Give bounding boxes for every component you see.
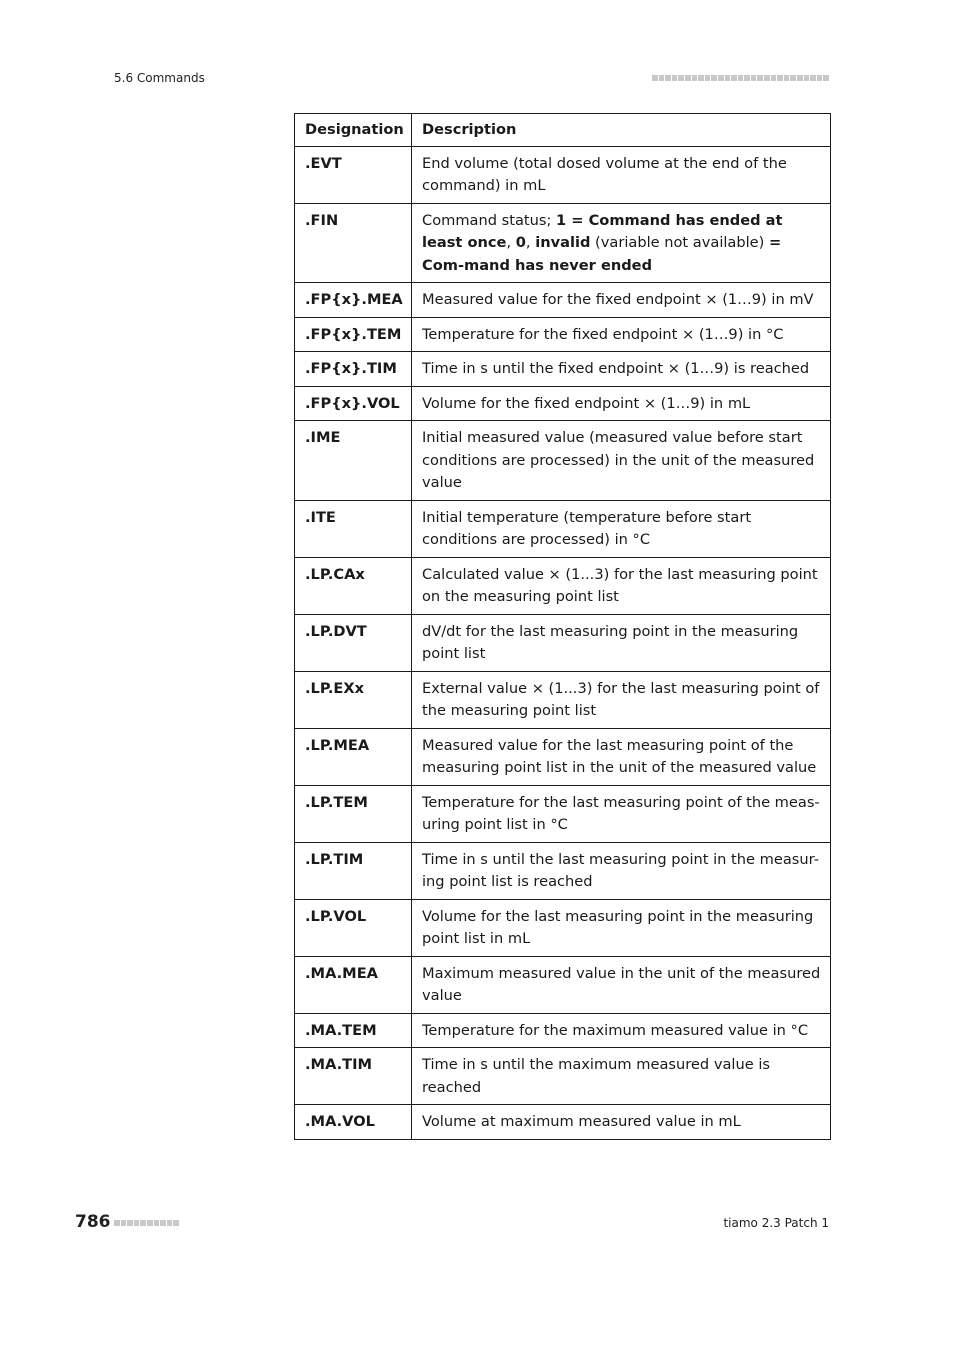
table-row: [295, 1048, 831, 1105]
decoration-square: [672, 75, 678, 81]
description-cell: Volume for the last measuring point in the measuring point list in mL: [412, 899, 831, 956]
description-cell: External value × (1...3) for the last measuring point of the measuring point list: [412, 671, 831, 728]
description-cell: Temperature for the fixed endpoint × (1…9) in °C: [412, 317, 831, 352]
description-cell: Time in s until the fixed endpoint × (1…9) is reached: [412, 352, 831, 387]
page-number: 786: [75, 1212, 111, 1232]
table-row: [295, 283, 831, 318]
table-row: [295, 317, 831, 352]
designation-cell: .LP.TEM: [295, 785, 412, 842]
designation-cell: .LP.CAx: [295, 557, 412, 614]
decoration-square: [127, 1220, 133, 1226]
designation-table: [294, 113, 831, 1140]
designation-cell: .FP{x}.MEA: [295, 283, 412, 318]
decoration-square: [134, 1220, 140, 1226]
table-header-row: [295, 114, 831, 147]
decoration-square: [114, 1220, 120, 1226]
table-row: [295, 352, 831, 387]
table-row: [295, 728, 831, 785]
decoration-square: [764, 75, 770, 81]
decoration-square: [121, 1220, 127, 1226]
decoration-square: [652, 75, 658, 81]
designation-cell: .LP.TIM: [295, 842, 412, 899]
description-part-bold: = Com-mand has never ended: [422, 234, 782, 274]
description-part: Command status;: [422, 211, 557, 229]
decoration-square: [173, 1220, 179, 1226]
decoration-square: [810, 75, 816, 81]
decoration-square: [140, 1220, 146, 1226]
designation-cell: .FP{x}.VOL: [295, 386, 412, 421]
description-cell: Initial measured value (measured value before start conditions are processed) in the unit of the measured value: [412, 421, 831, 501]
decoration-square: [790, 75, 796, 81]
designation-cell: .IME: [295, 421, 412, 501]
decoration-square: [757, 75, 763, 81]
description-cell: Measured value for the fixed endpoint × (1…9) in mV: [412, 283, 831, 318]
decoration-square: [167, 1220, 173, 1226]
description-cell: Temperature for the last measuring point of the meas-uring point list in °C: [412, 785, 831, 842]
decoration-square: [154, 1220, 160, 1226]
table-row: [295, 614, 831, 671]
decoration-square: [665, 75, 671, 81]
decoration-square: [698, 75, 704, 81]
description-part-bold: 0: [515, 234, 526, 251]
column-header-designation: Designation: [295, 114, 412, 147]
description-cell: Calculated value × (1...3) for the last measuring point on the measuring point list: [412, 557, 831, 614]
decoration-square: [692, 75, 698, 81]
decoration-square: [784, 75, 790, 81]
table-body: [295, 146, 831, 1139]
decoration-square: [160, 1220, 166, 1226]
table-row: [295, 146, 831, 203]
table-row: [295, 557, 831, 614]
column-header-description: Description: [412, 114, 831, 147]
decoration-square: [738, 75, 744, 81]
description-cell: [412, 203, 831, 283]
decoration-square: [678, 75, 684, 81]
designation-cell: .FP{x}.TIM: [295, 352, 412, 387]
decoration-square: [659, 75, 665, 81]
table-row: [295, 1105, 831, 1140]
description-part: ,: [506, 234, 516, 251]
description-cell: Time in s until the last measuring point in the measur-ing point list is reached: [412, 842, 831, 899]
decoration-square: [777, 75, 783, 81]
decoration-square: [817, 75, 823, 81]
designation-cell: .LP.VOL: [295, 899, 412, 956]
decoration-square: [705, 75, 711, 81]
description-cell: Maximum measured value in the unit of the measured value: [412, 956, 831, 1013]
description-cell: Volume at maximum measured value in mL: [412, 1105, 831, 1140]
description-cell: Initial temperature (temperature before start conditions are processed) in °C: [412, 500, 831, 557]
designation-cell: .FP{x}.TEM: [295, 317, 412, 352]
decoration-square: [725, 75, 731, 81]
running-header-section: 5.6 Commands: [114, 71, 205, 85]
decoration-square: [685, 75, 691, 81]
designation-cell: .EVT: [295, 146, 412, 203]
table-row: [295, 1013, 831, 1048]
decoration-square: [718, 75, 724, 81]
designation-cell: .FIN: [295, 203, 412, 283]
product-name: tiamo 2.3 Patch 1: [723, 1216, 829, 1230]
table-row: [295, 671, 831, 728]
decoration-square: [823, 75, 829, 81]
description-cell: dV/dt for the last measuring point in the measuring point list: [412, 614, 831, 671]
decoration-square: [751, 75, 757, 81]
header-decoration-squares: [652, 75, 829, 81]
description-cell: Temperature for the maximum measured value in °C: [412, 1013, 831, 1048]
designation-cell: .LP.DVT: [295, 614, 412, 671]
decoration-square: [744, 75, 750, 81]
description-cell: Time in s until the maximum measured value is reached: [412, 1048, 831, 1105]
designation-cell: .LP.MEA: [295, 728, 412, 785]
table-row: [295, 421, 831, 501]
table-row: [295, 956, 831, 1013]
table-row: [295, 203, 831, 283]
description-part: (variable not available): [590, 234, 769, 251]
decoration-square: [804, 75, 810, 81]
table-row: [295, 785, 831, 842]
decoration-square: [771, 75, 777, 81]
designation-cell: .LP.EXx: [295, 671, 412, 728]
designation-cell: .MA.MEA: [295, 956, 412, 1013]
description-cell: Volume for the fixed endpoint × (1…9) in mL: [412, 386, 831, 421]
table-row: [295, 386, 831, 421]
description-cell: End volume (total dosed volume at the end of the command) in mL: [412, 146, 831, 203]
description-part: ,: [525, 234, 536, 251]
footer-decoration-squares: [114, 1220, 179, 1226]
decoration-square: [147, 1220, 153, 1226]
table-row: [295, 500, 831, 557]
designation-cell: .MA.VOL: [295, 1105, 412, 1140]
designation-cell: .MA.TIM: [295, 1048, 412, 1105]
decoration-square: [797, 75, 803, 81]
description-part-bold: 1 = Command has ended at least once: [422, 211, 783, 251]
decoration-square: [711, 75, 717, 81]
designation-cell: .ITE: [295, 500, 412, 557]
table-row: [295, 899, 831, 956]
designation-cell: .MA.TEM: [295, 1013, 412, 1048]
description-cell: Measured value for the last measuring point of the measuring point list in the unit of the measured value: [412, 728, 831, 785]
decoration-square: [731, 75, 737, 81]
description-part-bold: invalid: [535, 234, 591, 251]
table-row: [295, 842, 831, 899]
